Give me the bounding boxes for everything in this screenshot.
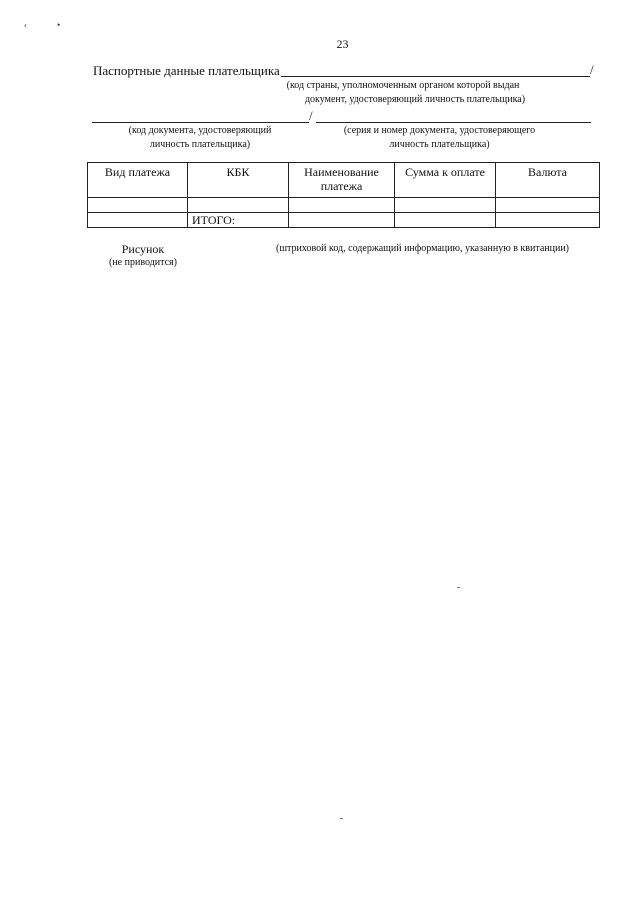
scan-mark-right: • <box>57 20 61 30</box>
figure-title: Рисунок <box>121 242 165 256</box>
passport-data-label: Паспортные данные плательщика <box>93 63 280 78</box>
document-series-hint-line1: (серия и номер документа, удостоверяющего <box>343 125 536 136</box>
passport-country-underline <box>281 76 590 77</box>
document-series-underline <box>316 122 591 123</box>
barcode-note: (штриховой код, содержащий информацию, указанную в квитанции) <box>276 243 570 254</box>
document-code-hint-line1: (код документа, удостоверяющий <box>128 125 272 136</box>
payment-table <box>87 162 600 228</box>
country-hint <box>278 79 528 107</box>
scan-speck <box>340 818 343 819</box>
column-header-currency: Валюта <box>496 163 600 198</box>
column-header-payment-name: Наименование платежа <box>289 163 395 198</box>
scan-speck <box>457 587 460 588</box>
column-header-payment-type: Вид платежа <box>88 163 188 198</box>
document-code-hint <box>110 124 290 152</box>
document-code-underline <box>92 122 309 123</box>
passport-slash-end: / <box>590 62 594 77</box>
document-series-hint <box>322 124 557 152</box>
table-cell <box>289 198 395 213</box>
column-header-kbk: КБК <box>188 163 289 198</box>
document-code-hint-line2: личность плательщика) <box>149 139 251 150</box>
table-cell <box>395 198 496 213</box>
table-cell <box>496 213 600 228</box>
country-hint-line2: документ, удостоверяющий личность плательщика) <box>304 94 526 105</box>
table-header-row <box>88 163 600 198</box>
table-row <box>88 198 600 213</box>
country-hint-line1: (код страны, уполномоченным органом которой выдан <box>286 80 520 91</box>
column-header-amount: Сумма к оплате <box>395 163 496 198</box>
table-cell <box>88 213 188 228</box>
table-cell <box>289 213 395 228</box>
scan-mark-left: ‹ <box>24 20 27 30</box>
total-label: ИТОГО: <box>188 213 289 228</box>
table-cell <box>188 198 289 213</box>
page-number: 23 <box>336 37 349 51</box>
figure-note: (не приводится) <box>109 257 177 268</box>
figure-caption <box>97 242 189 270</box>
table-cell <box>88 198 188 213</box>
table-total-row <box>88 213 600 228</box>
document-series-hint-line2: личность плательщика) <box>389 139 490 150</box>
document-slash: / <box>309 108 313 123</box>
table-cell <box>395 213 496 228</box>
table-cell <box>496 198 600 213</box>
